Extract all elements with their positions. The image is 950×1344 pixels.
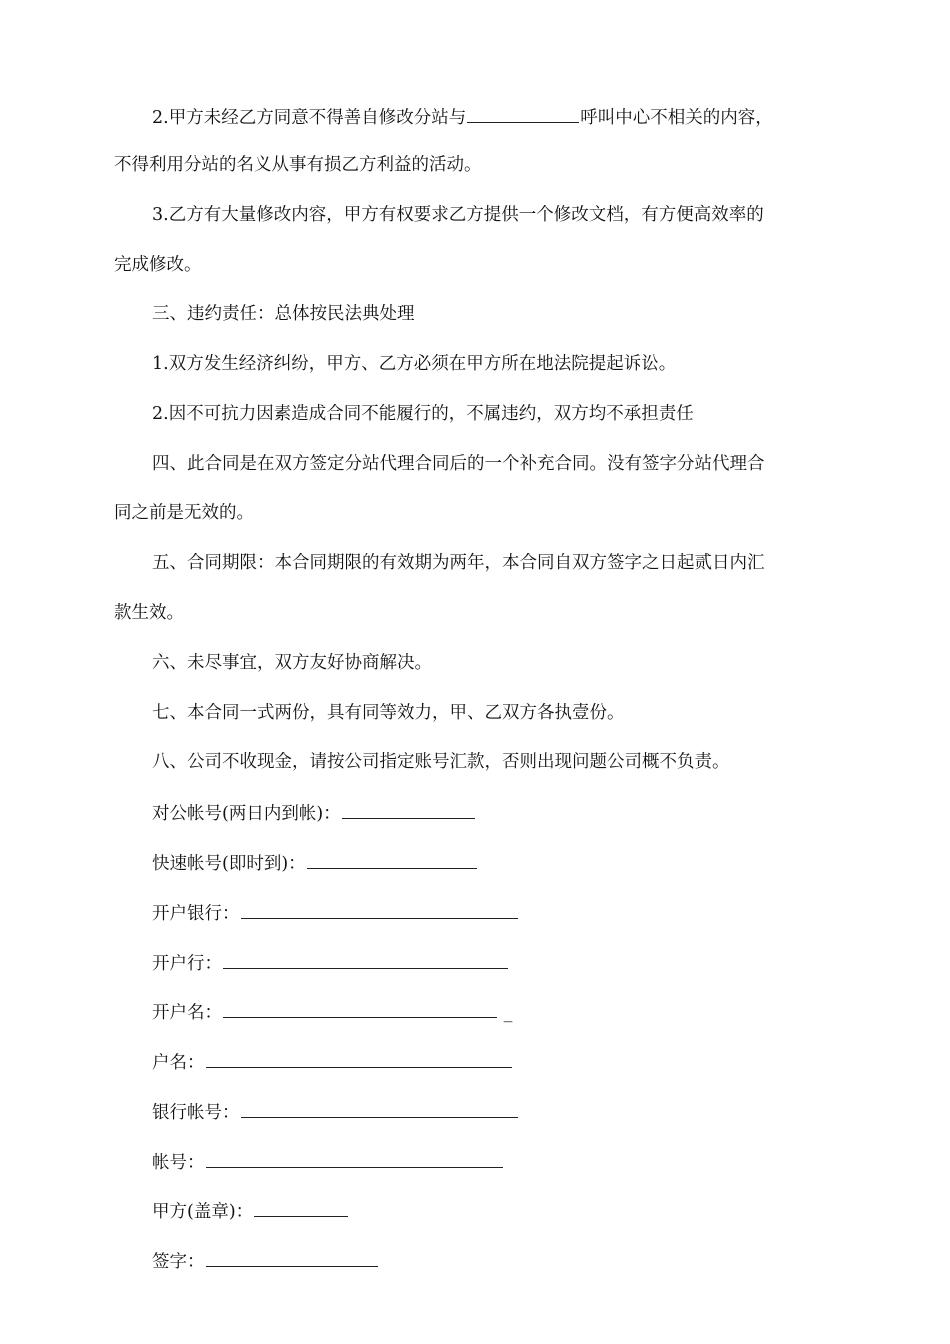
section-4-continuation: 同之前是无效的。 [114,503,254,523]
branch-field [152,950,509,976]
fast-account-field [152,850,478,876]
signature-label: 签字： [152,1252,205,1272]
section-5: 五、合同期限：本合同期限的有效期为两年，本合同自双方签字之日起贰日内汇 [152,553,765,573]
section-3-heading: 三、违约责任：总体按民法典处理 [152,304,415,324]
clause-3: 3.乙方有大量修改内容，甲方有权要求乙方提供一个修改文档，有方便高效率的 [152,205,764,225]
section-3-item-2: 2.因不可抗力因素造成合同不能履行的，不属违约，双方均不承担责任 [152,404,694,424]
account-name-field [152,999,512,1025]
bank-account-blank [241,1099,518,1118]
corp-account-blank [342,800,475,819]
party-a-seal-field [152,1198,349,1224]
signature-field [152,1248,379,1274]
branch-blank [223,950,508,969]
clause-3-continuation: 完成修改。 [114,255,202,275]
section-3-item-1: 1.双方发生经济纠纷，甲方、乙方必须在甲方所在地法院提起诉讼。 [152,354,677,374]
corp-account-label: 对公帐号(两日内到帐)： [152,804,341,824]
clause-2 [152,104,773,130]
holder-blank [206,1049,512,1068]
holder-label: 户名： [152,1053,205,1073]
party-a-seal-blank [254,1198,348,1217]
fast-account-blank [307,850,477,869]
branch-label: 开户行： [152,954,222,974]
section-6: 六、未尽事宜，双方友好协商解决。 [152,653,432,673]
corp-account-field [152,800,476,826]
account-field [152,1149,504,1175]
account-label: 帐号： [152,1153,205,1173]
bank-field [152,900,519,926]
account-name-blank [223,999,497,1018]
clause-2-text-before: 2.甲方未经乙方同意不得善自修改分站与 [152,108,467,128]
signature-blank [206,1248,378,1267]
account-name-label: 开户名： [152,1003,222,1023]
section-7: 七、本合同一式两份，具有同等效力，甲、乙双方各执壹份。 [152,703,625,723]
bank-account-label: 银行帐号： [152,1103,240,1123]
clause-2-text-after: 呼叫中心不相关的内容， [580,108,773,128]
clause-2-continuation: 不得利用分站的名义从事有损乙方利益的活动。 [114,155,482,175]
section-8: 八、公司不收现金，请按公司指定账号汇款，否则出现问题公司概不负责。 [152,752,730,772]
holder-field [152,1049,513,1075]
bank-blank [241,900,518,919]
section-4: 四、此合同是在双方签定分站代理合同后的一个补充合同。没有签字分站代理合 [152,454,765,474]
account-name-tail: _ [503,1003,513,1023]
blank-line [467,104,579,123]
section-5-continuation: 款生效。 [114,603,184,623]
bank-label: 开户银行： [152,904,240,924]
bank-account-field [152,1099,519,1125]
fast-account-label: 快速帐号(即时到)： [152,854,306,874]
party-a-seal-label: 甲方(盖章)： [152,1202,254,1222]
account-blank [206,1149,503,1168]
